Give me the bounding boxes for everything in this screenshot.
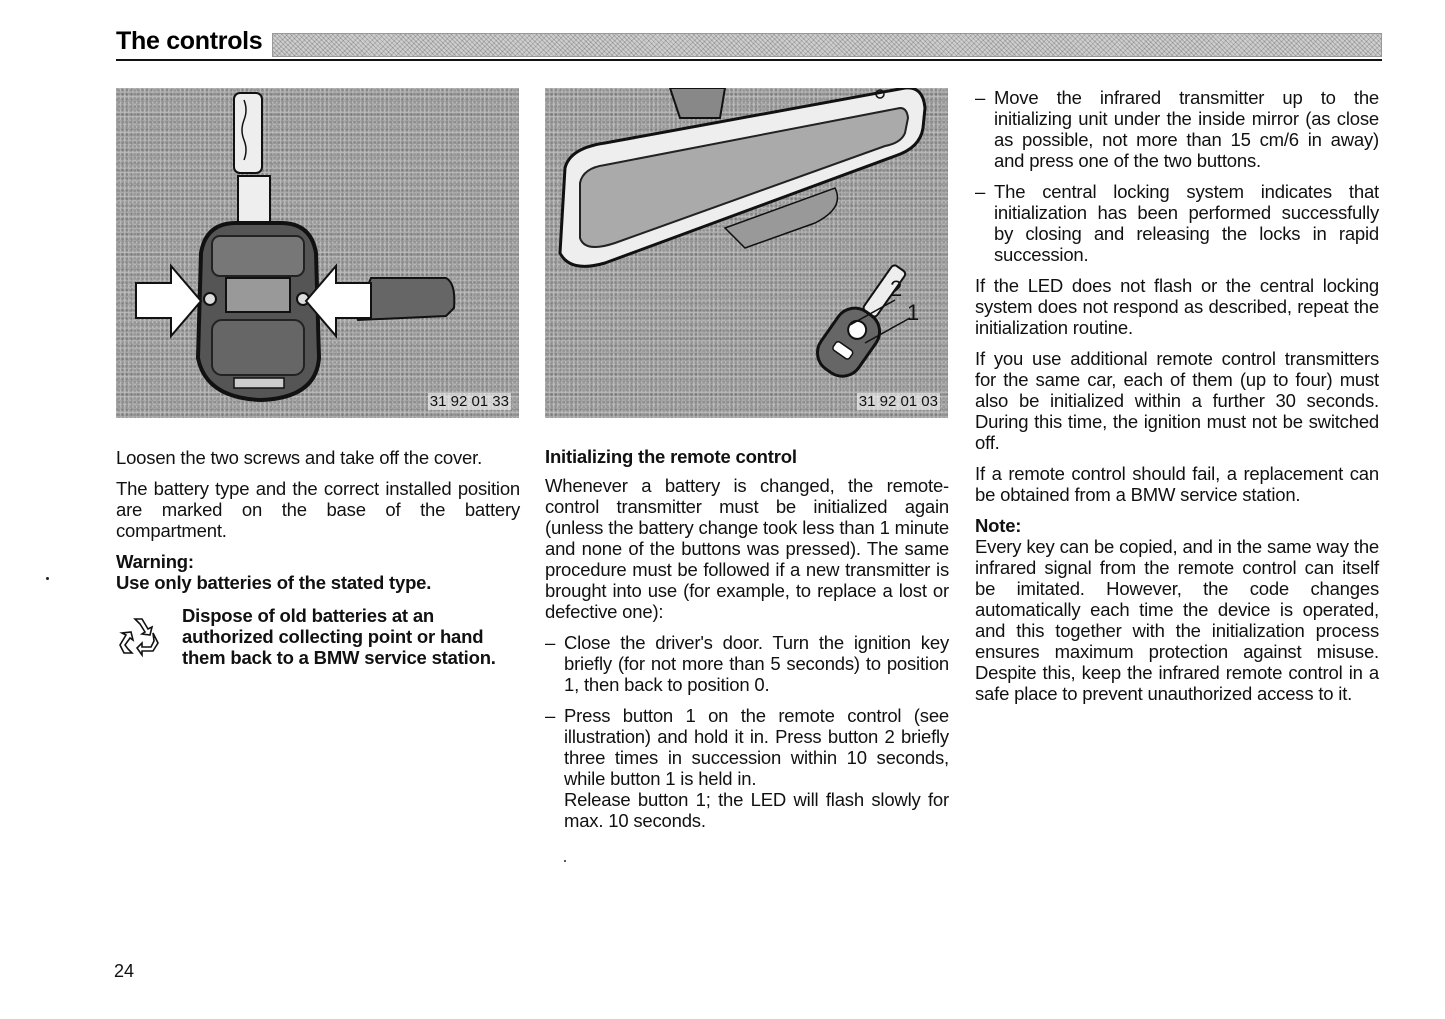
step-text: The central locking system indicates that initialization has been performed successfully by closing and releasing the locks in rapid succession. xyxy=(994,181,1379,265)
stray-dot xyxy=(564,860,566,862)
section-heading: Initializing the remote control xyxy=(545,446,797,467)
dash-bullet: – xyxy=(975,87,986,108)
warning-label: Warning: xyxy=(116,551,194,572)
step-text: Move the infrared transmitter up to the initializing unit under the inside mirror (as close as possible, not more than 15 cm/6 in away) and press one of the two buttons. xyxy=(994,87,1379,171)
figure-code: 31 92 01 33 xyxy=(429,393,509,410)
warning-text: Use only batteries of the stated type. xyxy=(116,572,432,593)
step-text: Close the driver's door. Turn the ignition key briefly (for not more than 5 seconds) to position 1, then back to position 0. xyxy=(564,632,949,695)
header-rule xyxy=(116,59,1382,61)
dash-bullet: – xyxy=(545,632,556,653)
mirror-remote-illustration xyxy=(545,88,948,418)
paragraph-replacement: If a remote control should fail, a replacement can be obtained from a BMW service station. xyxy=(975,463,1379,505)
paragraph-led-fail: If the LED does not flash or the central locking system does not respond as described, repeat the initialization routine. xyxy=(975,275,1379,338)
column-procedure-continued xyxy=(975,87,1379,714)
dash-bullet: – xyxy=(975,181,986,202)
column-initializing xyxy=(545,446,949,841)
key-cover-illustration xyxy=(116,88,519,418)
paragraph-additional-transmitters: If you use additional remote control transmitters for the same car, each of them (up to four) must also be initialized within a further 30 seconds. During this time, the ignition must not be switched off. xyxy=(975,348,1379,453)
note-label: Note: xyxy=(975,515,1022,536)
note-text: Every key can be copied, and in the same way the infrared signal from the remote control can itself be imitated. However, the code changes automatically each time the device is operated, and this together with the initialization process ensures maximum protection against misuse. Despite this, keep the infrared remote control in a safe place to prevent unauthorized access to it. xyxy=(975,536,1379,704)
figure-code: 31 92 01 03 xyxy=(858,393,938,410)
step-item xyxy=(975,87,1379,171)
step-item xyxy=(545,705,949,831)
section-title: The controls xyxy=(116,27,263,55)
callout-button-1: 1 xyxy=(907,300,920,325)
dash-bullet: – xyxy=(545,705,556,726)
page-number: 24 xyxy=(114,961,135,981)
step-text-continued: Release button 1; the LED will flash slowly for max. 10 seconds. xyxy=(564,789,949,831)
paragraph-loosen-screws: Loosen the two screws and take off the cover. xyxy=(116,447,483,468)
recycle-icon xyxy=(118,615,164,661)
figure-mirror-remote xyxy=(545,88,948,418)
callout-button-2: 2 xyxy=(890,276,903,301)
column-battery xyxy=(116,447,520,668)
paragraph-intro: Whenever a battery is changed, the remote-control transmitter must be initialized again (unless the battery change took less than 1 minute and none of the buttons was pressed). The same procedure must be followed if a new transmitter is brought into use (for example, to replace a lost or defective one): xyxy=(545,475,949,622)
paragraph-battery-type: The battery type and the correct installed position are marked on the base of the battery compartment. xyxy=(116,478,520,541)
header-pattern-band xyxy=(272,33,1382,57)
step-item xyxy=(975,181,1379,265)
dispose-text: Dispose of old batteries at an authorized collecting point or hand them back to a BMW service station. xyxy=(182,605,496,668)
step-item xyxy=(545,632,949,695)
stray-dot xyxy=(46,577,49,580)
step-text: Press button 1 on the remote control (see illustration) and hold it in. Press button 2 briefly three times in succession within 10 seconds, while button 1 is held in. xyxy=(564,705,949,789)
figure-key-cover xyxy=(116,88,519,418)
dispose-note xyxy=(116,605,520,668)
